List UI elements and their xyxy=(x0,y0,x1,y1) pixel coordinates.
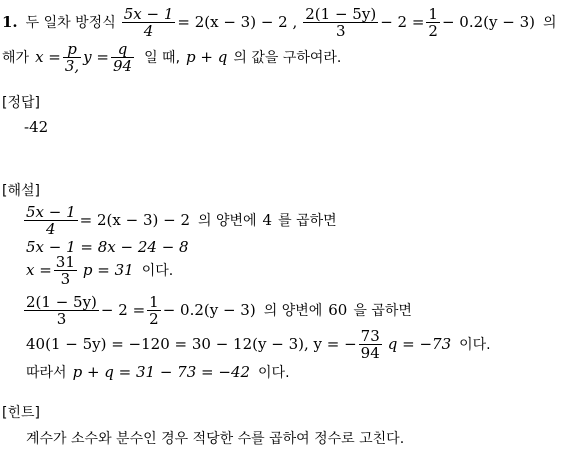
problem-intro: 두 일차 방정식 xyxy=(25,15,116,31)
p-plus-q: p + q xyxy=(186,48,228,66)
s1-fraction: $\frac{5x - 1}{4}$ xyxy=(26,202,76,238)
s1-number: 4 xyxy=(262,211,273,229)
hint-label: [힌트] xyxy=(2,405,40,421)
explanation-step-5 xyxy=(26,326,491,362)
s1-rest: = 2(x − 3) − 2 xyxy=(79,211,190,229)
problem-line2-end: 의 값을 구하여라. xyxy=(233,50,342,66)
s5-fraction: $\frac{73}{94}$ xyxy=(360,326,380,362)
s3-fraction: $\frac{31}{3}$ xyxy=(55,252,75,288)
explanation-step-6 xyxy=(26,362,290,382)
s3-text: 이다. xyxy=(141,263,174,279)
problem-line2-start: 해가 xyxy=(2,50,30,66)
s4-mid: − 2 = xyxy=(100,301,146,319)
eq2-fraction: $\frac{2(1 - 5y)}{3}$ xyxy=(305,4,377,40)
s3-x: x = xyxy=(26,261,52,279)
s3-p: p = 31 xyxy=(82,261,134,279)
answer-value: -42 xyxy=(24,118,49,136)
s6-equation: p + q = 31 − 73 = −42 xyxy=(72,363,251,381)
s4-rest: − 0.2(y − 3) xyxy=(162,301,256,319)
y-equals: y = xyxy=(83,48,109,66)
s6-text-a: 따라서 xyxy=(26,365,67,381)
problem-line2-mid: 일 때, xyxy=(144,50,181,66)
problem-number: 1. xyxy=(2,13,18,31)
s4-half-fraction: $\frac{1}{2}$ xyxy=(149,292,159,328)
s5-equation: 40(1 − 5y) = −120 = 30 − 12(y − 3), y = − xyxy=(26,335,357,353)
answer-label: [정답] xyxy=(2,95,40,111)
s5-text: 이다. xyxy=(459,337,491,353)
x-equals: x = xyxy=(35,48,61,66)
problem-line-1 xyxy=(2,2,557,42)
hint-text: 계수가 소수와 분수인 경우 적당한 수를 곱하여 정수로 고친다. xyxy=(26,431,405,447)
s4-text-a: 의 양변에 xyxy=(263,303,323,319)
s4-number: 60 xyxy=(328,301,348,319)
eq1-rest: = 2(x − 3) − 2 , xyxy=(177,13,298,31)
explanation-step-4 xyxy=(22,290,412,330)
explanation-step-3 xyxy=(26,252,173,288)
explanation-step-1 xyxy=(22,200,337,240)
problem-line-2 xyxy=(2,38,341,76)
s5-q: q = −73 xyxy=(387,335,452,353)
s1-text-a: 의 양변에 xyxy=(198,213,257,229)
q-fraction: $\frac{q}{94}$ xyxy=(112,39,133,75)
s6-text: 이다. xyxy=(258,365,290,381)
s4-fraction: $\frac{2(1 - 5y)}{3}$ xyxy=(26,292,97,328)
explanation-step-2: 5x − 1 = 8x − 24 − 8 xyxy=(26,238,189,256)
explanation-label: [해설] xyxy=(2,183,40,199)
s4-text-b: 을 곱하면 xyxy=(353,303,412,319)
p-fraction: $\frac{p}{3,}$ xyxy=(64,39,80,75)
eq2-half-fraction: $\frac{1}{2}$ xyxy=(428,4,438,40)
s1-text-b: 를 곱하면 xyxy=(278,213,337,229)
problem-line1-end: 의 xyxy=(542,15,557,31)
eq2-mid: − 2 = xyxy=(380,13,425,31)
eq1-fraction: $\frac{5x - 1}{4}$ xyxy=(123,4,174,40)
eq2-rest: − 0.2(y − 3) xyxy=(441,13,535,31)
